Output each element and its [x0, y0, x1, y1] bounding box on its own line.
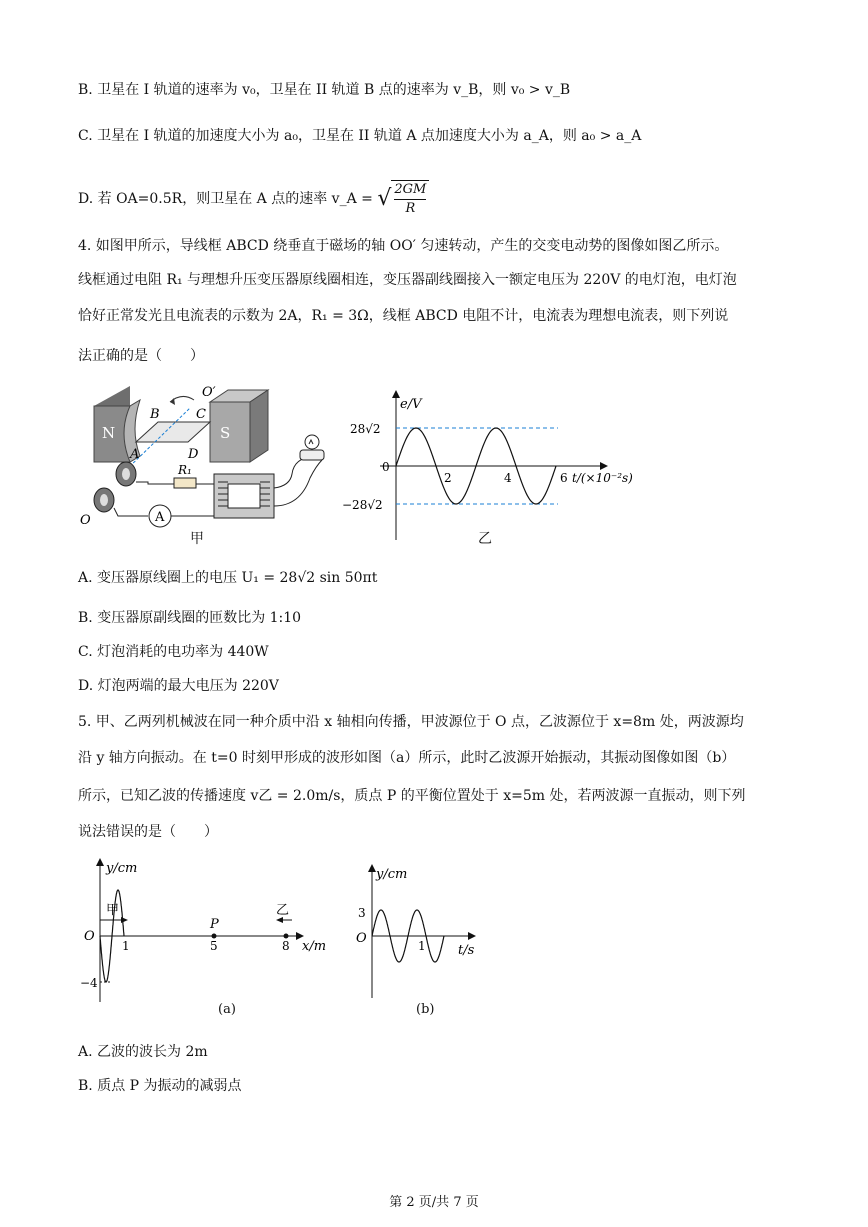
figure-jia-caption: 甲 — [190, 531, 204, 547]
lamp-socket — [300, 450, 324, 460]
fig-b-origin: O — [356, 931, 367, 946]
fig-b-caption: (b) — [416, 1002, 435, 1017]
s-label: S — [220, 424, 231, 442]
wire-to-lamp-2 — [274, 460, 322, 506]
q4-option-a: A. 变压器原线圈上的电压 U₁ = 28√2 sin 50πt — [78, 570, 378, 586]
transformer-window — [228, 484, 260, 508]
jia-arrowhead — [121, 917, 128, 923]
generator-circuit-diagram — [78, 378, 338, 548]
label-d: D — [188, 447, 199, 462]
q4-option-c: C. 灯泡消耗的电功率为 440W — [78, 644, 269, 660]
graph-y-tick-zero: 0 — [382, 460, 390, 474]
figure-yi-caption: 乙 — [478, 531, 492, 547]
ammeter-label: A — [155, 510, 165, 525]
label-a: A — [130, 447, 140, 462]
q3-option-b: B. 卫星在 I 轨道的速率为 v₀，卫星在 II 轨道 B 点的速率为 v_B，则 v₀ > v_B — [78, 82, 571, 98]
q4-option-b: B. 变压器原副线圈的匝数比为 1:10 — [78, 610, 302, 626]
q3-option-d: D. 若 OA=0.5R，则卫星在 A 点的速率 v_A = √ $\frac{2GM}{R}$ — [78, 180, 429, 218]
q3-option-d-text: D. 若 OA=0.5R，则卫星在 A 点的速率 v_A = — [78, 191, 373, 207]
q5-line-4: 说法错误的是（ ） — [78, 824, 218, 840]
slip-ring-1-inner — [122, 468, 130, 480]
q5-line-3: 所示，已知乙波的传播速度 v乙 = 2.0m/s，质点 P 的平衡位置处于 x=5m 处，若两波源一直振动，则下列 — [78, 788, 746, 804]
wire-to-ammeter — [114, 508, 148, 516]
fig-a-caption: (a) — [218, 1002, 236, 1017]
wire-to-resistor — [136, 482, 174, 484]
fig-a-yi: 乙 — [276, 903, 290, 918]
label-c: C — [196, 407, 206, 422]
graph-y-tick-pos: 28√2 — [350, 422, 381, 436]
fig-b-x-arrow — [468, 932, 476, 940]
fig-a-tick-8: 8 — [282, 939, 290, 953]
s-magnet-side — [250, 390, 268, 462]
graph-y-tick-neg: −28√2 — [342, 498, 383, 512]
label-b: B — [150, 407, 160, 422]
fig-b-y-label: y/cm — [376, 867, 408, 882]
wire-to-transformer — [196, 484, 214, 494]
fig-a-tick-5: 5 — [210, 939, 218, 953]
q5-option-b: B. 质点 P 为振动的减弱点 — [78, 1078, 242, 1094]
resistor-r1 — [174, 478, 196, 488]
emf-sine-graph — [340, 390, 640, 540]
graph-y-arrow — [392, 390, 400, 398]
graph-x-tick-6: 6 — [560, 471, 568, 485]
q5-line-2: 沿 y 轴方向振动。在 t=0 时刻甲形成的波形如图（a）所示，此时乙波源开始振动，其振动图像如图（b） — [78, 750, 736, 766]
page-footer: 第 2 页/共 7 页 — [389, 1195, 479, 1210]
fig-a-tick-y: −4 — [80, 976, 98, 990]
fraction-denominator: R — [405, 201, 416, 216]
q4-line-4: 法正确的是（ ） — [78, 348, 204, 364]
fig-b-y-arrow — [368, 864, 376, 872]
graph-x-label: t/(×10⁻²s) — [572, 471, 633, 485]
fig-a-jia: 甲 — [106, 903, 120, 918]
sqrt-fraction — [391, 180, 429, 218]
q4-line-3: 恰好正常发光且电流表的示数为 2A，R₁ = 3Ω，线框 ABCD 电阻不计，电流表为理想电流表，则下列说 — [78, 308, 729, 324]
fig-a-x-label: x/m — [302, 939, 327, 954]
point-p — [212, 934, 217, 939]
wave-figure-a — [76, 856, 346, 1006]
q3-option-c: C. 卫星在 I 轨道的加速度大小为 a₀，卫星在 II 轨道 A 点加速度大小为 a_A，则 a₀ > a_A — [78, 128, 642, 144]
fig-b-tick-y: 3 — [358, 906, 366, 920]
slip-ring-2-inner — [100, 494, 108, 506]
fig-a-origin: O — [84, 929, 95, 944]
q4-line-1: 4. 如图甲所示，导线框 ABCD 绕垂直于磁场的轴 OO′ 匀速转动，产生的交变电动势的图像如图乙所示。 — [78, 238, 729, 254]
label-o: O — [80, 513, 91, 528]
fig-a-tick-1: 1 — [122, 939, 130, 953]
graph-y-label: e/V — [400, 397, 422, 412]
label-o-prime: O′ — [202, 385, 216, 400]
graph-x-arrow — [600, 462, 608, 470]
fig-b-tick-x: 1 — [418, 939, 426, 953]
fraction-numerator: 2GM — [394, 181, 426, 200]
fig-a-y-label: y/cm — [106, 861, 138, 876]
q5-option-a: A. 乙波的波长为 2m — [78, 1044, 208, 1060]
graph-x-tick-4: 4 — [504, 471, 512, 485]
n-label: N — [102, 424, 116, 442]
q5-line-1: 5. 甲、乙两列机械波在同一种介质中沿 x 轴相向传播，甲波源位于 O 点，乙波源位于 x=8m 处，两波源均 — [78, 714, 744, 730]
graph-x-tick-2: 2 — [444, 471, 452, 485]
fig-b-x-label: t/s — [458, 943, 475, 958]
wire-ammeter-return — [171, 508, 214, 516]
fig-a-p: P — [210, 917, 219, 932]
fig-a-y-arrow — [96, 858, 104, 866]
q4-option-d: D. 灯泡两端的最大电压为 220V — [78, 678, 279, 694]
wave-figure-b — [350, 862, 490, 1002]
label-r1: R₁ — [178, 463, 192, 477]
q4-line-2: 线框通过电阻 R₁ 与理想升压变压器原线圈相连，变压器副线圈接入一额定电压为 220V 的电灯泡，电灯泡 — [78, 272, 737, 288]
point-8 — [284, 934, 289, 939]
